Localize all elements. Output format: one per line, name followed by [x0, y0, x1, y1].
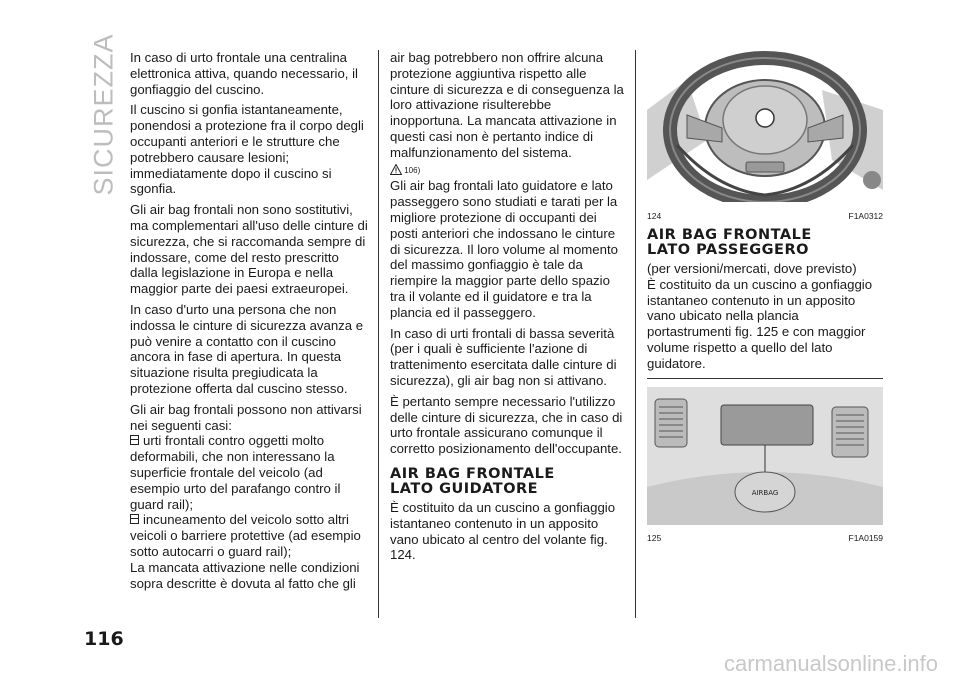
figure-caption: 125 F1A0159	[647, 533, 883, 544]
bullet-item: urti frontali contro oggetti molto deformabili, che non interessano la superficie frontale del veicolo (ad esempio urto del parafango contro il guard rail);	[130, 433, 341, 512]
paragraph: (per versioni/mercati, dove previsto)	[647, 261, 857, 276]
figure-passenger-dashboard	[647, 387, 883, 544]
figure-caption: 124 F1A0312	[647, 210, 883, 221]
figure-divider	[647, 378, 883, 379]
steering-wheel-illustration	[647, 50, 883, 202]
column-divider	[378, 50, 379, 618]
column-middle	[390, 50, 626, 568]
paragraph: In caso di urto frontale una centralina elettronica attiva, quando necessario, il gonfiaggio del cuscino.	[130, 50, 358, 97]
section-heading: AIR BAG FRONTALE LATO GUIDATORE	[390, 465, 555, 497]
paragraph: air bag potrebbero non offrire alcuna protezione aggiuntiva rispetto alle cinture di sicurezza e di conseguenza la loro attivazione risulterebbe inopportuna. La mancata attivazione in questi casi non è pertanto indice di malfunzionamento del sistema.	[390, 50, 624, 160]
column-left	[130, 50, 370, 596]
paragraph: Gli air bag frontali possono non attivarsi nei seguenti casi:	[130, 401, 362, 433]
paragraph: Il cuscino si gonfia istantaneamente, ponendosi a protezione fra il corpo degli occupanti anteriori e le strutture che potrebbero causare lesioni; immediatamente dopo il cuscino si sgonfia.	[130, 102, 364, 197]
paragraph: In caso d'urto una persona che non indossa le cinture di sicurezza avanza e può venire a contatto con il cuscino ancora in fase di apertura. In questa situazione risulta pregiudicata la protezione offerta dal cuscino stesso.	[130, 301, 364, 396]
checkbox-bullet-icon	[130, 435, 139, 445]
bullet-item: incuneamento del veicolo sotto altri veicoli o barriere protettive (ad esempio sotto autocarri o guard rail);	[130, 512, 361, 559]
paragraph: Gli air bag frontali lato guidatore e lato passeggero sono studiati e tarati per la migliore protezione di occupanti dei posti anteriori che indossano le cinture di sicurezza. Il loro volume al momento del massimo gonfiaggio è tale da riempire la maggior parte dello spazio tra il volante ed il guidatore e tra la plancia ed il passeggero.	[390, 178, 618, 320]
column-divider	[635, 50, 636, 618]
paragraph: È costituito da un cuscino a gonfiaggio istantaneo contenuto in un apposito vano ubicato al centro del volante fig. 124.	[390, 499, 616, 563]
page-number: 116	[84, 628, 124, 650]
section-side-title: SICUREZZA	[88, 32, 119, 196]
paragraph: È costituito da un cuscino a gonfiaggio istantaneo contenuto in un apposito vano ubicato nella plancia portastrumenti fig. 125 e con maggior volume rispetto a quello del lato guidatore.	[647, 276, 873, 371]
dashboard-airbag-illustration	[647, 387, 883, 525]
section-heading: AIR BAG FRONTALE LATO PASSEGGERO	[647, 227, 812, 258]
paragraph: È pertanto sempre necessario l'utilizzo delle cinture di sicurezza, che in caso di urto frontale assicurano comunque il corretto posizionamento dell'occupante.	[390, 393, 623, 457]
watermark: carmanualsonline.info	[723, 651, 938, 676]
warning-reference: 106)	[390, 163, 626, 179]
warning-triangle-icon	[390, 164, 402, 175]
paragraph: Gli air bag frontali non sono sostitutivi, ma complementari all'uso delle cinture di sicurezza, che si raccomanda sempre di indossare, come del resto prescritto dalla legislazione in Europa e nella maggior parte dei paesi extraeuropei.	[130, 202, 368, 297]
paragraph: La mancata attivazione nelle condizioni sopra descritte è dovuta al fatto che gli	[130, 559, 360, 591]
paragraph: In caso di urti frontali di bassa severità (per i quali è sufficiente l'azione di trattenimento esercitata dalle cinture di sicurezza), gli air bag non si attivano.	[390, 325, 617, 388]
column-right	[647, 50, 883, 544]
airbag-label: AIRBAG	[751, 488, 779, 497]
figure-steering-wheel	[647, 50, 883, 221]
checkbox-bullet-icon	[130, 514, 139, 524]
